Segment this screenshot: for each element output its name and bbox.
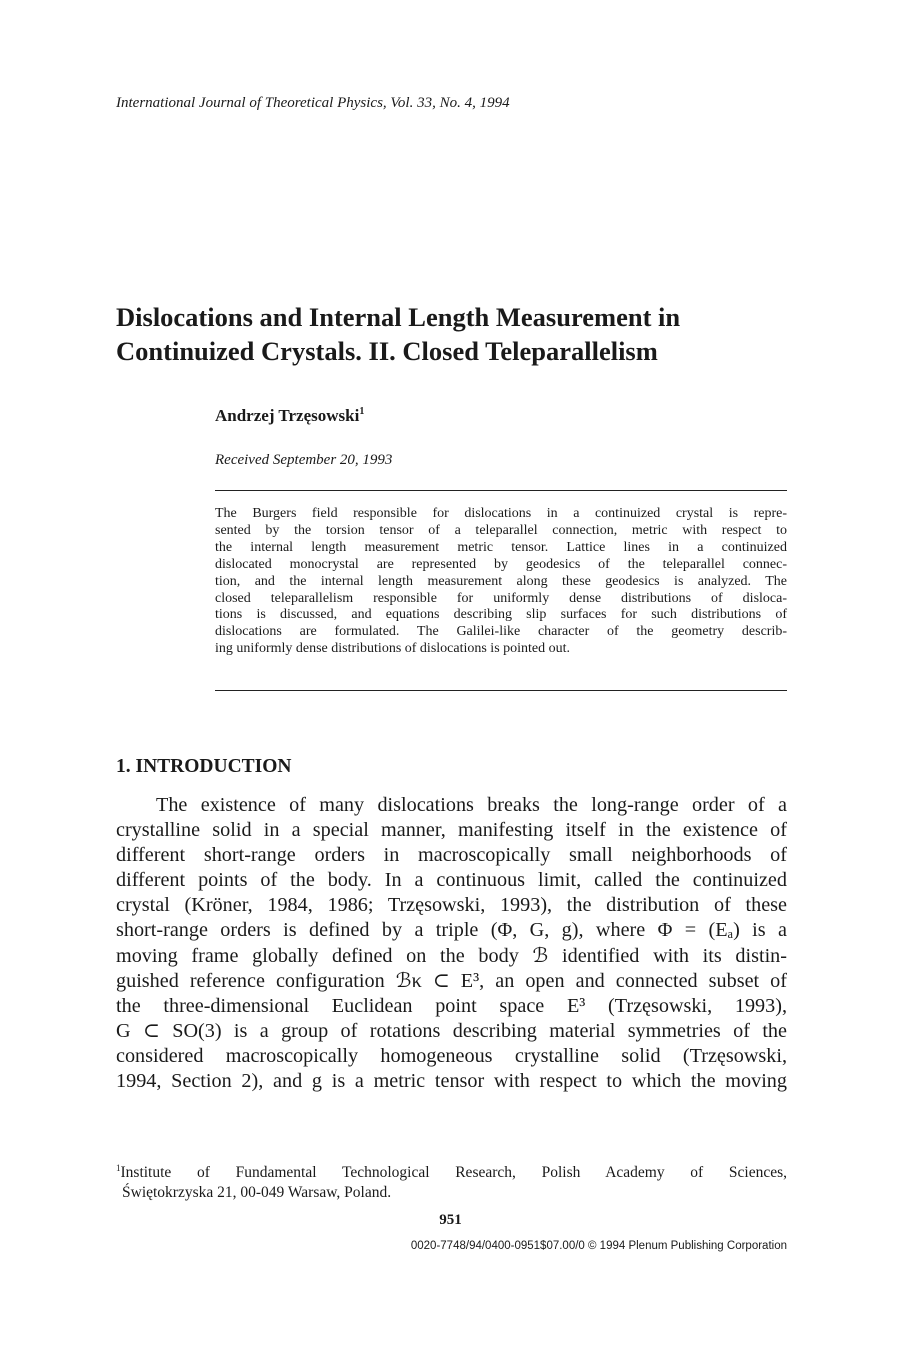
- title-line: Continuized Crystals. II. Closed Teleparallelism: [116, 336, 658, 366]
- author-text: Andrzej Trzęsowski: [215, 406, 360, 425]
- abstract-line: dislocations are formulated. The Galilei-like character of the geometry describ-: [215, 624, 787, 640]
- abstract-line: dislocated monocrystal are represented by geodesics of the teleparallel connec-: [215, 556, 787, 572]
- abstract-line: closed teleparallelism responsible for uniformly dense distributions of disloca-: [215, 590, 787, 606]
- abstract-top-rule: [215, 490, 787, 491]
- footnote-line: [116, 1158, 787, 1183]
- article-title: [116, 300, 796, 368]
- body-line: the three-dimensional Euclidean point space E³ (Trzęsowski, 1993),: [116, 994, 787, 1017]
- abstract-line: The Burgers field responsible for dislocations in a continuized crystal is repre-: [215, 506, 787, 521]
- abstract-bottom-rule: [215, 690, 787, 691]
- body-line: guished reference configuration ℬκ ⊂ E³, an open and connected subset of: [116, 969, 787, 992]
- footnote: [116, 1158, 787, 1203]
- abstract-line: tions is discussed, and equations describing slip surfaces for such distributions of: [215, 607, 787, 623]
- body-line: crystal (Kröner, 1984, 1986; Trzęsowski, 1993), the distribution of these: [116, 894, 787, 917]
- body-line: moving frame globally defined on the body ℬ identified with its distin-: [116, 944, 787, 967]
- body-line: G ⊂ SO(3) is a group of rotations describing material symmetries of the: [116, 1019, 787, 1042]
- author-name: [215, 406, 364, 426]
- body-line: crystalline solid in a special manner, manifesting itself in the existence of: [116, 819, 787, 842]
- abstract-line: sented by the torsion tensor of a teleparallel connection, metric with respect to: [215, 522, 787, 538]
- title-line: Dislocations and Internal Length Measurement in: [116, 302, 681, 332]
- section-heading: 1. INTRODUCTION: [116, 756, 292, 777]
- page-number: 951: [439, 1212, 462, 1228]
- body-line: different points of the body. In a continuous limit, called the continuized: [116, 869, 787, 892]
- body-line: considered macroscopically homogeneous crystalline solid (Trzęsowski,: [116, 1044, 787, 1067]
- footnote-line: Świętokrzyska 21, 00-049 Warsaw, Poland.: [122, 1184, 392, 1201]
- abstract-line: ing uniformly dense distributions of dislocations is pointed out.: [215, 641, 571, 657]
- footnote-mark: 1: [116, 1163, 121, 1173]
- abstract-line: the internal length measurement metric tensor. Lattice lines in a continuized: [215, 539, 787, 555]
- body-line: 1994, Section 2), and g is a metric tensor with respect to which the moving: [116, 1070, 787, 1093]
- footnote-text: Institute of Fundamental Technological Research, Polish Academy of Sciences,: [120, 1164, 787, 1181]
- abstract: [215, 506, 787, 658]
- body-line: different short-range orders in macroscopically small neighborhoods of: [116, 844, 787, 867]
- copyright-line: 0020-7748/94/0400-0951$07.00/0 © 1994 Plenum Publishing Corporation: [410, 1240, 787, 1252]
- author-footnote-mark: 1: [359, 406, 365, 417]
- abstract-line: tion, and the internal length measurement along these geodesics is analyzed. The: [215, 573, 787, 589]
- body-line: The existence of many dislocations breaks the long-range order of a: [156, 794, 787, 816]
- introduction-body: [116, 793, 787, 1094]
- journal-header: International Journal of Theoretical Physics, Vol. 33, No. 4, 1994: [116, 95, 510, 111]
- received-date: Received September 20, 1993: [215, 452, 393, 468]
- body-line: short-range orders is defined by a triple (Φ, G, g), where Φ = (Eₐ) is a: [116, 919, 787, 942]
